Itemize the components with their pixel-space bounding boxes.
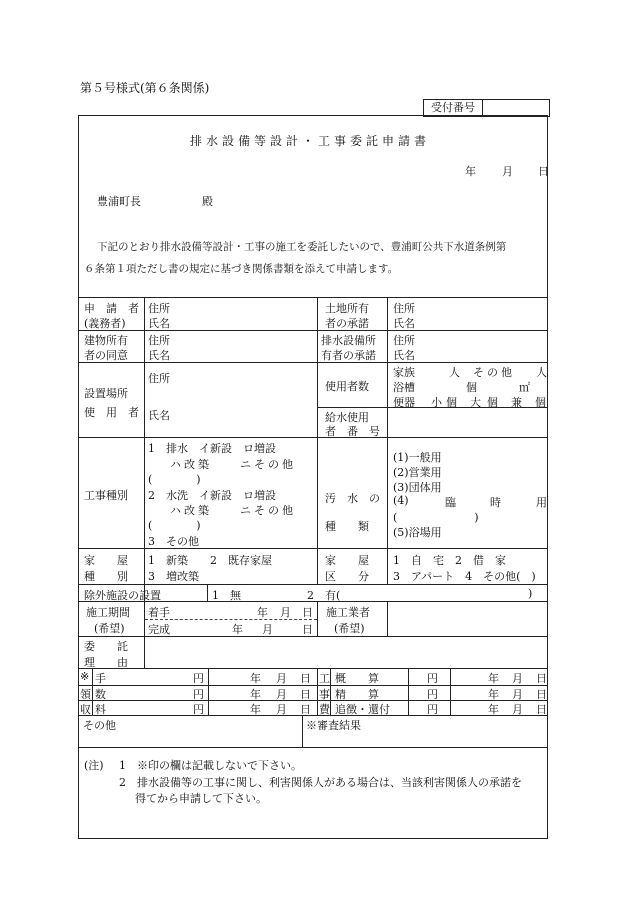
date-year: 年 xyxy=(465,165,476,178)
rule xyxy=(144,297,145,668)
date-month: 月 xyxy=(502,165,513,178)
body-text-1: 下記のとおり排水設備等設計・工事の施工を委託したいので、豊浦町公共下水道条例第 xyxy=(97,241,507,253)
day-unit: 日 xyxy=(302,623,313,636)
day-unit: 日 xyxy=(300,672,311,685)
sewage-option-bath: (5)浴場用 xyxy=(393,526,442,539)
office-use-mark: ※ xyxy=(80,670,90,683)
day-unit: 日 xyxy=(300,703,311,716)
cost-char: 事 xyxy=(319,688,330,701)
rule xyxy=(408,668,409,715)
yen-unit: 円 xyxy=(193,703,204,716)
count-unit: 個 xyxy=(466,381,477,394)
large-label: 大 xyxy=(470,396,481,409)
building-owner-name-label: 氏名 xyxy=(148,349,170,362)
sewage-option-temp-detail: ( ) xyxy=(393,511,479,524)
building-owner-address-label: 住所 xyxy=(148,334,170,347)
day-unit: 日 xyxy=(536,703,547,716)
month-unit: 月 xyxy=(512,688,523,701)
building-owner-sublabel: 者の同意 xyxy=(84,349,128,362)
count-unit: 個 xyxy=(535,396,546,409)
start-label: 着手 xyxy=(148,606,170,619)
rule xyxy=(387,297,388,584)
count-unit: 個 xyxy=(446,396,457,409)
year-unit: 年 xyxy=(257,606,268,619)
house-class-options: 3 アパート 4 その他( ) xyxy=(393,570,536,583)
rule xyxy=(79,297,548,298)
rule xyxy=(207,584,208,601)
count-unit: 個 xyxy=(487,396,498,409)
month-unit: 月 xyxy=(512,672,523,685)
receipt-number-field[interactable] xyxy=(483,100,549,116)
sewage-option-temp-num: (4) xyxy=(393,494,409,507)
applicant-label: 申 請 者 xyxy=(84,302,139,315)
work-option-drain: 1 排水 イ新設 ロ増設 xyxy=(148,442,276,455)
house-type-options: 3 増改築 xyxy=(148,570,199,583)
receipt-label: 受付番号 xyxy=(424,100,483,116)
sewage-option-temp: 臨 xyxy=(445,496,456,509)
review-label: ※審査結果 xyxy=(306,719,361,732)
house-class-sublabel: 区 分 xyxy=(325,570,369,583)
family-label: 家族 xyxy=(393,366,415,379)
persons-unit: 人 xyxy=(449,366,460,379)
work-option-drain-other: ( ) xyxy=(148,473,201,486)
other-label: その他 xyxy=(83,719,116,732)
rule xyxy=(79,685,548,686)
sewage-option-business: (2)営業用 xyxy=(393,466,442,479)
yen-unit: 円 xyxy=(193,688,204,701)
persons-unit: 人 xyxy=(536,366,547,379)
drain-owner-name-label: 氏名 xyxy=(393,349,415,362)
site-sublabel: 使 用 者 xyxy=(84,406,139,419)
rule xyxy=(302,715,303,747)
work-option-flush-sub: ハ改築 ニその他 xyxy=(170,504,296,517)
form-title: 排水設備等設計・工事委託申請書 xyxy=(190,134,431,148)
receipt-char: 領 xyxy=(80,688,91,701)
applicant-name-label: 氏名 xyxy=(148,317,170,330)
fee-char: 手 xyxy=(95,672,106,685)
date-day: 日 xyxy=(538,165,549,178)
removal-option-yes: 2 有( xyxy=(307,589,341,602)
yen-unit: 円 xyxy=(427,703,438,716)
small-label: 小 xyxy=(431,396,442,409)
sewage-label: 汚 水 の xyxy=(325,492,380,505)
land-owner-label: 土地所有 xyxy=(325,302,369,315)
month-unit: 月 xyxy=(276,672,287,685)
house-class-options: 1 自 宅 2 借 家 xyxy=(393,554,506,567)
cost-char: 工 xyxy=(319,672,330,685)
house-type-sublabel: 種 別 xyxy=(84,570,128,583)
rule xyxy=(317,668,318,715)
note-1: 1 ※印の欄は記載しないで下さい。 xyxy=(119,759,302,772)
work-type-label: 工事種別 xyxy=(84,489,128,502)
rule xyxy=(208,668,209,715)
site-name-label: 氏名 xyxy=(148,409,170,422)
rule xyxy=(79,437,548,438)
rule xyxy=(330,668,331,715)
water-user-sublabel: 者 番 号 xyxy=(325,425,380,438)
sewage-option-group: (3)団体用 xyxy=(393,481,442,494)
site-label: 設置場所 xyxy=(84,387,128,400)
building-owner-label: 建物所有 xyxy=(84,334,128,347)
rule xyxy=(79,668,548,669)
day-unit: 日 xyxy=(300,688,311,701)
cost-char: 費 xyxy=(319,703,330,716)
fee-char: 料 xyxy=(95,703,106,716)
receipt-char: 収 xyxy=(80,703,91,716)
note-2: 2 排水設備等の工事に関し、利害関係人がある場合は、当該利害関係人の承諾を xyxy=(119,776,522,789)
removal-facility-label: 除外施設の設置 xyxy=(84,589,161,602)
year-unit: 年 xyxy=(250,703,261,716)
removal-option-close: ) xyxy=(528,587,533,600)
month-unit: 月 xyxy=(280,606,291,619)
settlement-label: 精 算 xyxy=(335,688,379,701)
house-type-label: 家 屋 xyxy=(84,554,128,567)
year-unit: 年 xyxy=(488,672,499,685)
drain-owner-sublabel: 有者の承諾 xyxy=(321,349,376,362)
month-unit: 月 xyxy=(276,703,287,716)
land-owner-address-label: 住所 xyxy=(393,302,415,315)
body-text-2: ６条第１項ただし書の規定に基づき関係書類を添えて申請します。 xyxy=(84,263,399,275)
drain-owner-address-label: 住所 xyxy=(393,334,415,347)
rule xyxy=(79,715,548,716)
period-label: 施工期間 xyxy=(86,606,130,619)
day-unit: 日 xyxy=(536,688,547,701)
contractor-sublabel: (希望) xyxy=(334,622,365,635)
yen-unit: 円 xyxy=(427,672,438,685)
rule xyxy=(79,584,548,585)
sewage-option-general: (1)一般用 xyxy=(393,451,442,464)
month-unit: 月 xyxy=(276,688,287,701)
notes-head: (注) xyxy=(84,759,104,772)
yen-unit: 円 xyxy=(427,688,438,701)
day-unit: 日 xyxy=(302,606,313,619)
form-number: 第５号様式(第６条関係) xyxy=(80,81,210,95)
honorific: 殿 xyxy=(202,195,213,208)
area-unit: ㎡ xyxy=(519,381,530,394)
rule xyxy=(317,601,318,636)
month-unit: 月 xyxy=(262,623,273,636)
estimate-label: 概 算 xyxy=(335,672,379,685)
sewage-option-temp: 時 xyxy=(490,496,501,509)
water-user-label: 給水使用 xyxy=(325,411,369,424)
month-unit: 月 xyxy=(512,703,523,716)
work-option-flush-other: ( ) xyxy=(148,519,201,532)
land-owner-name-label: 氏名 xyxy=(393,317,415,330)
site-address-label: 住所 xyxy=(148,372,170,385)
removal-option-none: 1 無 xyxy=(212,589,241,602)
drain-owner-label: 排水設備所 xyxy=(321,334,376,347)
land-owner-sublabel: 者の承諾 xyxy=(325,317,369,330)
rule xyxy=(145,619,317,620)
year-unit: 年 xyxy=(250,688,261,701)
bathtub-label: 浴槽 xyxy=(393,381,415,394)
sewage-option-temp: 用 xyxy=(536,496,547,509)
completion-label: 完成 xyxy=(148,623,170,636)
addressee: 豊浦町長 xyxy=(97,195,141,208)
work-option-other: 3 その他 xyxy=(148,535,199,548)
toilet-label: 便器 xyxy=(393,396,415,409)
adjustment-label: 追徴・還付 xyxy=(335,703,390,716)
rule xyxy=(79,700,548,701)
period-sublabel: (希望) xyxy=(94,622,125,635)
applicant-address-label: 住所 xyxy=(148,302,170,315)
rule xyxy=(317,297,318,584)
work-option-flush: 2 水洗 イ新設 ロ増設 xyxy=(148,489,276,502)
day-unit: 日 xyxy=(536,672,547,685)
rule xyxy=(450,668,451,715)
work-option-drain-sub: ハ改築 ニその他 xyxy=(170,458,296,471)
reason-label: 委 託 xyxy=(84,640,128,653)
year-unit: 年 xyxy=(250,672,261,685)
contractor-label: 施工業者 xyxy=(326,606,370,619)
house-type-options: 1 新築 2 既存家屋 xyxy=(148,554,272,567)
house-class-label: 家 屋 xyxy=(325,554,369,567)
sewage-sublabel: 種 類 xyxy=(325,520,369,533)
note-2-cont: 得てから申請して下さい。 xyxy=(135,792,267,805)
year-unit: 年 xyxy=(488,703,499,716)
yen-unit: 円 xyxy=(193,672,204,685)
year-unit: 年 xyxy=(232,623,243,636)
reason-sublabel: 理 由 xyxy=(84,656,128,669)
combined-label: 兼 xyxy=(511,396,522,409)
rule xyxy=(92,668,93,715)
rule xyxy=(79,747,548,748)
users-count-label: 使用者数 xyxy=(325,380,369,393)
rule xyxy=(387,601,388,636)
applicant-sublabel: (義務者) xyxy=(84,317,126,330)
year-unit: 年 xyxy=(488,688,499,701)
fee-char: 数 xyxy=(95,688,106,701)
others-label: その他 xyxy=(473,366,515,379)
